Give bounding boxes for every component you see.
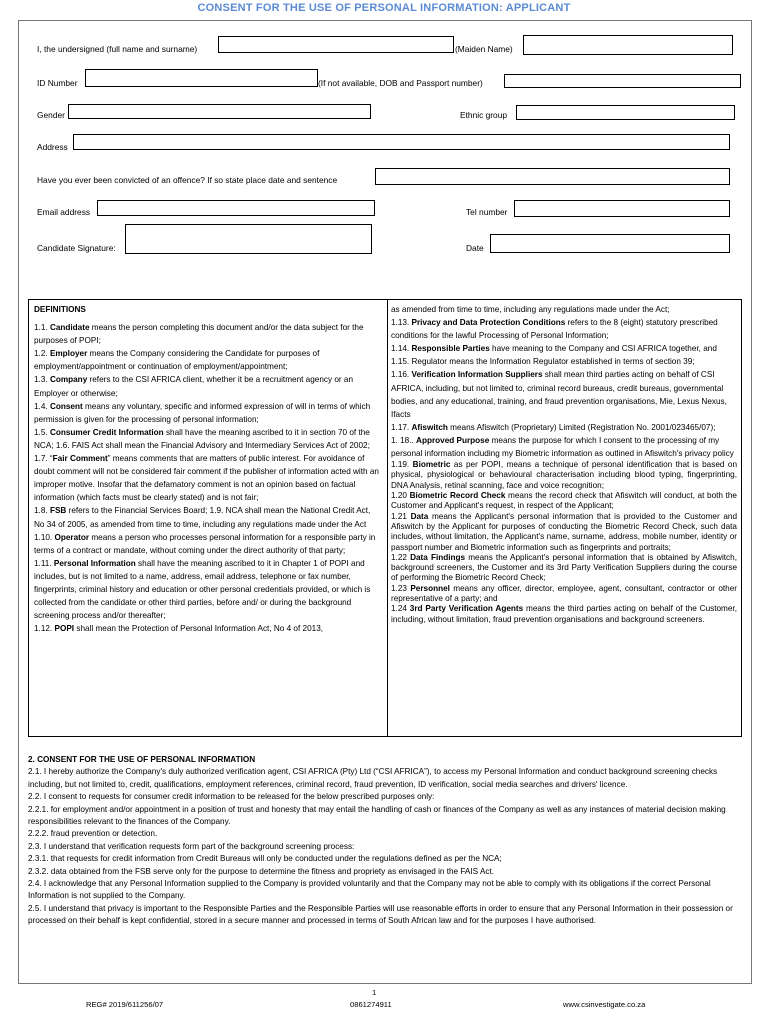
definition-item xyxy=(34,321,382,347)
maiden-name-label: (Maiden Name) xyxy=(455,44,513,54)
definition-number: 1.13. xyxy=(391,318,412,328)
full-name-label: I, the undersigned (full name and surname) xyxy=(37,44,198,54)
consent-paragraph: 2.1. I hereby authorize the Company's duly authorized verification agent, CSI AFRICA (Pty) Ltd (“CSI AFRICA”), to access my Personal Information and conduct background screening checks including, but not limited to, credit, qualifications, employment references, criminal record, fraud prevention, ID verification, social media searches and drivers' licence. xyxy=(28,767,718,789)
definitions-left-column xyxy=(34,303,382,635)
tel-number-label: Tel number xyxy=(466,207,508,217)
ethnic-group-field[interactable] xyxy=(516,105,735,120)
definition-term: Data xyxy=(410,511,429,521)
definition-number: 1.12. xyxy=(34,624,55,634)
definition-number: 1.14. xyxy=(391,344,412,354)
offence-label: Have you ever been convicted of an offence? If so state place date and sentence xyxy=(37,175,338,185)
definition-text: shall mean the Protection of Personal Information Act, No 4 of 2013, xyxy=(74,624,324,634)
definition-item xyxy=(391,553,737,584)
signature-field[interactable] xyxy=(125,224,372,254)
definition-item xyxy=(34,426,382,452)
definition-text: refers to the CSI AFRICA client, whether it be a recruitment agency or an Employer or otherwise; xyxy=(34,375,354,398)
consent-paragraph: 2.2.2. fraud prevention or detection. xyxy=(28,829,158,839)
definitions-table xyxy=(28,299,742,737)
definition-text: means the person completing this document and/or the data subject for the purposes of POPI; xyxy=(34,323,364,346)
definitions-right-column xyxy=(391,303,737,625)
maiden-name-field[interactable] xyxy=(523,35,733,55)
dob-passport-label: (If not available, DOB and Passport number) xyxy=(318,78,483,88)
consent-paragraph: 2.3.1. that requests for credit information from Credit Bureaus will only be conducted under the regulations defined as per the NCA; xyxy=(28,854,502,864)
definition-term: Afiswitch xyxy=(411,422,448,432)
definition-term: Operator xyxy=(54,532,90,542)
definition-text: have meaning to the Company and CSI AFRICA together, and 1.15. Regulator means the Information Regulator established in terms of section 39; xyxy=(391,344,717,367)
offence-field[interactable] xyxy=(375,168,730,185)
id-number-label: ID Number xyxy=(37,78,78,88)
definition-item xyxy=(34,504,382,530)
definition-term: 3rd Party Verification Agents xyxy=(409,604,524,614)
gender-field[interactable] xyxy=(68,104,371,119)
definition-text: refers to the Financial Services Board; 1.9. NCA shall mean the National Credit Act, No 34 of 2005, as amended from time to time, including any regulations made under the Act xyxy=(34,506,371,529)
consent-paragraph: 2.5. I understand that privacy is important to the Responsible Parties and the Responsible Parties will use reasonable efforts in order to ensure that any Personal Information in their possession or processed on their behalf is kept confidential, stored in a secure manner and processed in terms of South African law and for the purposes I have authorised. xyxy=(28,903,733,926)
definition-number: 1.3. xyxy=(34,375,50,385)
definition-text: shall have the meaning ascribed to it in section 70 of the NCA; 1.6. FAIS Act shall mean the Financial Advisory and Intermediary Services Act of 2002; xyxy=(34,427,370,450)
definition-item xyxy=(34,347,382,373)
address-label: Address xyxy=(37,142,68,152)
definition-number: 1.17. xyxy=(391,422,412,432)
definition-item xyxy=(391,491,737,512)
definition-term: FSB xyxy=(49,506,67,516)
definition-text: shall have the meaning ascribed to it in Chapter 1 of POPI and includes, but is not limited to a name, address, email address, telephone or fax number, fingerprints, criminal history and education or other personal credentials provided, or which is collected from the candidate or other third parties, before and/ or during the background screening process and/or thereafter; xyxy=(34,558,371,621)
definition-number: 1.1. xyxy=(34,323,50,333)
definition-number: 1.22 xyxy=(391,552,411,562)
definition-number: 1.8. xyxy=(34,506,50,516)
definition-number: 1.19. xyxy=(391,460,413,470)
definition-term: Consent xyxy=(49,401,83,411)
definition-term: Responsible Parties xyxy=(411,344,490,354)
email-label: Email address xyxy=(37,207,91,217)
definition-term: Consumer Credit Information xyxy=(49,427,164,437)
definition-number: 1.21 xyxy=(391,511,411,521)
definition-term: Approved Purpose xyxy=(416,435,490,445)
id-number-field[interactable] xyxy=(85,69,318,87)
definition-number: 1.23 xyxy=(391,583,411,593)
definition-term: Biometric xyxy=(412,460,451,470)
definition-number: 1.16. xyxy=(391,370,412,380)
definitions-heading: DEFINITIONS xyxy=(34,305,86,314)
definition-text: means the Company considering the Candidate for purposes of employment/appointment or continuation of employment/appointment; xyxy=(34,349,320,372)
phone-number: 0861274911 xyxy=(350,1000,392,1009)
page-number: 1 xyxy=(372,988,377,997)
definition-text: means any voluntary, specific and informed expression of will in terms of which permission is given for the processing of personal information; xyxy=(34,401,371,424)
definition-item xyxy=(391,460,737,491)
column-divider xyxy=(387,300,388,736)
footer xyxy=(0,988,768,1018)
definition-term: Biometric Record Check xyxy=(409,491,506,501)
definition-text: means a person who processes personal information for a responsible party in terms of a contract or mandate, without coming under the direct authority of that party; xyxy=(34,532,376,555)
registration-number: REG# 2019/611256/07 xyxy=(86,1000,164,1009)
definition-text: means any officer, director, employee, agent, consultant, contractor or other representative of a party; and xyxy=(391,583,737,603)
definition-text: means Afiswitch (Proprietary) Limited (Registration No. 2001/023465/07); xyxy=(447,422,716,432)
email-field[interactable] xyxy=(97,200,375,216)
definition-text: as amended from time to time, including any regulations made under the Act; xyxy=(391,305,670,314)
address-field[interactable] xyxy=(73,134,730,150)
definition-item xyxy=(34,452,382,504)
definition-text: means the third parties acting on behalf of the Customer, including, without limitation, fraud prevention organisations and background screeners. xyxy=(391,604,737,624)
definition-term: Employer xyxy=(49,349,88,359)
definition-number: 1.10. xyxy=(34,532,55,542)
definition-number: 1. 18.. xyxy=(391,435,417,445)
consent-paragraph: 2.2. I consent to requests for consumer credit information to be released for the below prescribed purposes only: xyxy=(28,792,435,802)
consent-section xyxy=(28,754,742,928)
definition-item xyxy=(391,584,737,605)
definition-term: Company xyxy=(49,375,88,385)
date-label: Date xyxy=(466,243,484,253)
definition-item xyxy=(391,316,737,342)
definition-text: means the purpose for which I consent to the processing of my personal information including my Biometric information as outlined in Afiswitch's privacy policy xyxy=(391,435,734,459)
date-field[interactable] xyxy=(490,234,730,253)
definition-item xyxy=(391,421,737,434)
definition-term: Personal Information xyxy=(53,558,136,568)
definition-number: 1.7. “ xyxy=(34,454,53,464)
definition-item xyxy=(391,434,737,460)
definition-item xyxy=(34,557,382,622)
consent-paragraph: 2.2.1. for employment and/or appointment in a position of trust and honesty that may entail the handling of cash or finances of the Company as well as any instances of material decision making responsibilities relevant to the finances of the Company. xyxy=(28,804,726,827)
page-title: CONSENT FOR THE USE OF PERSONAL INFORMATION: APPLICANT xyxy=(197,2,571,14)
definition-item xyxy=(391,368,737,420)
definition-item xyxy=(34,373,382,399)
definition-text: shall mean third parties acting on behalf of CSI AFRICA, including, but not limited to, criminal record bureaus, credit bureaus, governmental bodies, and any educational, training, and fraud prevention organisations, Mie, Lexus Nexus, Ifacts xyxy=(391,370,727,419)
definition-text: means the record check that Afiswitch will conduct, at both the Customer and Applicant's request, in respect of the Applicant; xyxy=(391,491,737,511)
definition-item xyxy=(34,531,382,557)
definition-text: means the Applicant's personal information that is provided to the Customer and Afiswitch by the Applicant for purposes of conducting the Biometric Record Check, such data includes, without limitation, the Applicant's name, surname, address, mobile number, identity or passport number and Biometric information such as fingerprints and portraits; xyxy=(391,511,737,552)
definition-number: 1.4. xyxy=(34,401,50,411)
definition-term: Personnel xyxy=(410,583,450,593)
definition-term: Candidate xyxy=(49,323,90,333)
definition-number: 1.24 xyxy=(391,604,410,614)
website-link[interactable]: www.csinvestigate.co.za xyxy=(563,1000,646,1009)
consent-heading: 2. CONSENT FOR THE USE OF PERSONAL INFORMATION xyxy=(28,755,256,764)
definition-text: as per POPI, means a technique of personal identification that is based on physical, physiological or behavioural characterisation including blood typing, fingerprinting, DNA Analysis, retinal scanning, face and voice recognition; xyxy=(391,460,737,490)
definition-number: 1.5. xyxy=(34,427,50,437)
definition-item xyxy=(391,512,737,553)
gender-label: Gender xyxy=(37,110,65,120)
definition-text: refers to the 8 (eight) statutory prescribed conditions for the lawful Processing of Personal Information; xyxy=(391,318,718,341)
definition-number: 1.2. xyxy=(34,349,50,359)
full-name-field[interactable] xyxy=(218,36,454,53)
consent-paragraph: 2.3.2. data obtained from the FSB serve only for the purpose to determine the fitness and propriety as envisaged in the FAIS Act. xyxy=(28,866,495,876)
consent-paragraph: 2.4. I acknowledge that any Personal Information supplied to the Company is provided voluntarily and that the Company may not be able to comply with its obligations if the correct Personal Information is not supplied to the Company. xyxy=(28,879,711,901)
definition-term: Privacy and Data Protection Conditions xyxy=(411,318,566,328)
signature-label: Candidate Signature: xyxy=(37,243,116,253)
ethnic-group-label: Ethnic group xyxy=(460,110,508,120)
dob-passport-field[interactable] xyxy=(504,74,741,88)
definition-term: Data Findings xyxy=(410,552,466,562)
definition-item xyxy=(34,400,382,426)
definition-item xyxy=(391,604,737,625)
definition-item xyxy=(34,622,382,635)
definition-item xyxy=(391,342,737,368)
definition-number: 1.11. xyxy=(34,558,54,568)
definition-term: Fair Comment xyxy=(52,454,108,464)
definition-text: ” means comments that are matters of public interest. For avoidance of doubt comment will not be considered fair comment if the publisher of information acted with an improper motive. Insofar that the defamatory comment is not an opinion based on factual information (which facts must be clearly stated) and is not fair; xyxy=(34,454,379,503)
definition-term: POPI xyxy=(54,624,75,634)
definition-item xyxy=(391,303,737,316)
tel-number-field[interactable] xyxy=(514,200,730,217)
consent-paragraph: 2.3. I understand that verification requests form part of the background screening process: xyxy=(28,841,355,851)
definition-number: 1.20 xyxy=(391,491,410,501)
definition-text: means the Applicant's personal information that is obtained by Afiswitch, background screeners, the Customer and its 3rd Party Verification Suppliers during the course of performing the Biometric Record Check; xyxy=(391,552,737,583)
definition-term: Verification Information Suppliers xyxy=(411,370,543,380)
